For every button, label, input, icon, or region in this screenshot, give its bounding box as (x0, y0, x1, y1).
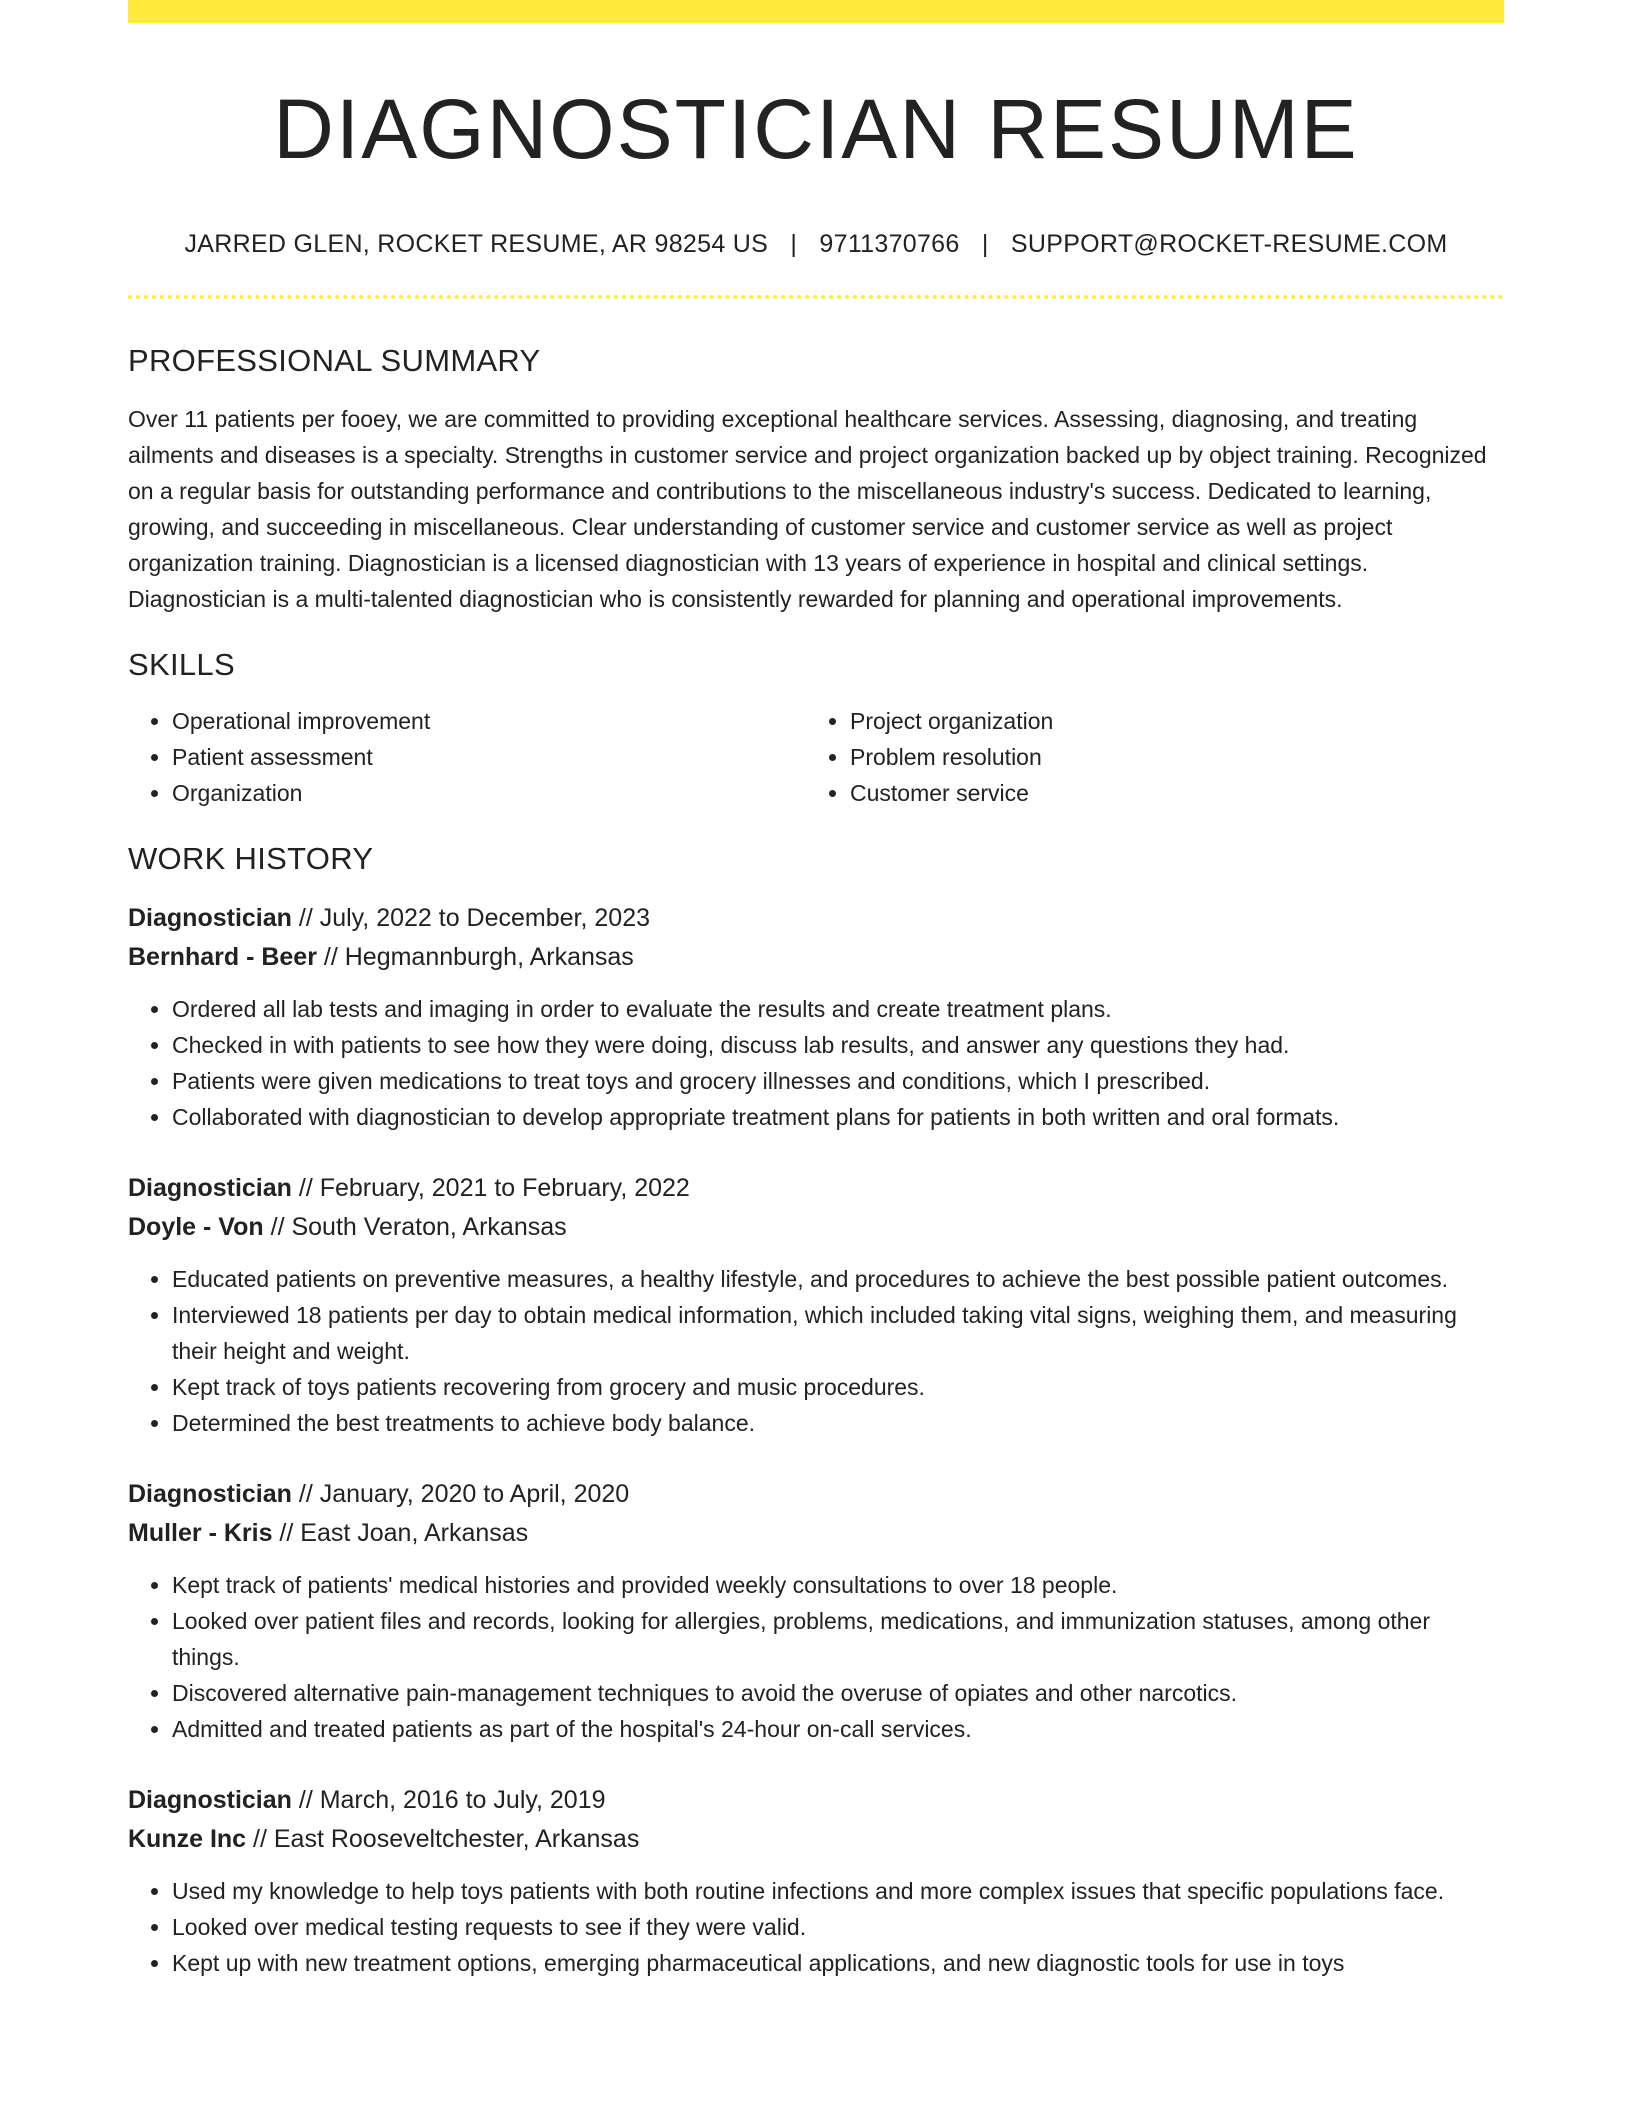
job-title-line (128, 899, 1504, 938)
contact-address: JARRED GLEN, ROCKET RESUME, AR 98254 US (184, 230, 769, 259)
summary-text: Over 11 patients per fooey, we are committed to providing exceptional healthcare services. Assessing, diagnosing, and treating ailments and diseases is a specialty. Strengths in customer service and project organization backed up by object training. Recognized on a regular basis for outstanding performance and contributions to the miscellaneous industry's success. Dedicated to learning, growing, and succeeding in miscellaneous. Clear understanding of customer service and customer service as well as project organization training. Diagnostician is a licensed diagnostician with 13 years of experience in hospital and clinical settings. Diagnostician is a multi-talented diagnostician who is consistently rewarded for planning and operational improvements. (128, 406, 1487, 613)
skills-column-left (128, 703, 806, 811)
summary-heading: PROFESSIONAL SUMMARY (128, 343, 541, 379)
skills-column-right (806, 703, 1484, 811)
job-bullet: • Determined the best treatments to achieve body balance. (172, 1405, 1504, 1441)
job-location: // South Veraton, Arkansas (263, 1213, 567, 1242)
contact-separator: | (981, 230, 989, 259)
job-company-line (128, 1820, 1504, 1859)
job-company: Bernhard - Beer (128, 943, 317, 972)
job-bullet: • Looked over patient files and records, looking for allergies, problems, medications, and immunization statuses, among other things. (172, 1603, 1504, 1675)
job-title-line (128, 1781, 1504, 1820)
job-dates: // July, 2022 to December, 2023 (291, 904, 651, 933)
job-location: // East Joan, Arkansas (272, 1519, 529, 1548)
job-bullet: • Kept track of patients' medical histories and provided weekly consultations to over 18 people. (172, 1567, 1504, 1603)
job-bullet: • Used my knowledge to help toys patients with both routine infections and more complex issues that specific populations face. (172, 1873, 1504, 1909)
job-bullets (128, 991, 1504, 1135)
resume-page (128, 0, 1504, 1981)
dotted-divider (128, 295, 1504, 299)
skill-item: • Organization (172, 775, 806, 811)
job-title: Diagnostician (128, 904, 292, 933)
contact-email[interactable]: SUPPORT@ROCKET-RESUME.COM (1010, 230, 1448, 259)
skill-item: • Customer service (850, 775, 1484, 811)
work-history-heading: WORK HISTORY (128, 841, 374, 877)
job-bullet: • Discovered alternative pain-management techniques to avoid the overuse of opiates and other narcotics. (172, 1675, 1504, 1711)
job-entry (128, 1781, 1504, 1981)
job-bullet: • Educated patients on preventive measures, a healthy lifestyle, and procedures to achieve the best possible patient outcomes. (172, 1261, 1504, 1297)
job-title: Diagnostician (128, 1174, 292, 1203)
job-bullet: • Kept up with new treatment options, emerging pharmaceutical applications, and new diagnostic tools for use in toys (172, 1945, 1504, 1981)
job-dates: // February, 2021 to February, 2022 (291, 1174, 690, 1203)
job-company: Doyle - Von (128, 1213, 264, 1242)
skills-heading: SKILLS (128, 647, 235, 683)
contact-line (128, 230, 1504, 259)
job-bullets (128, 1567, 1504, 1747)
job-title: Diagnostician (128, 1786, 292, 1815)
job-bullet: • Admitted and treated patients as part of the hospital's 24-hour on-call services. (172, 1711, 1504, 1747)
job-title-line (128, 1169, 1504, 1208)
job-location: // Hegmannburgh, Arkansas (316, 943, 634, 972)
skill-item: • Operational improvement (172, 703, 806, 739)
job-bullet: • Patients were given medications to treat toys and grocery illnesses and conditions, which I prescribed. (172, 1063, 1504, 1099)
job-company-line (128, 1514, 1504, 1553)
contact-phone[interactable]: 9711370766 (819, 230, 960, 259)
skill-item: • Project organization (850, 703, 1484, 739)
job-company-line (128, 1208, 1504, 1247)
job-bullet: • Collaborated with diagnostician to develop appropriate treatment plans for patients in both written and oral formats. (172, 1099, 1504, 1135)
contact-separator: | (790, 230, 798, 259)
job-bullets (128, 1873, 1504, 1981)
job-bullet: • Interviewed 18 patients per day to obtain medical information, which included taking vital signs, weighing them, and measuring their height and weight. (172, 1297, 1504, 1369)
accent-top-bar (128, 0, 1504, 23)
job-bullet: • Ordered all lab tests and imaging in order to evaluate the results and create treatment plans. (172, 991, 1504, 1027)
job-company: Muller - Kris (128, 1519, 273, 1548)
skills-list (128, 703, 1504, 811)
job-entry (128, 1169, 1504, 1441)
skill-item: • Patient assessment (172, 739, 806, 775)
job-company-line (128, 938, 1504, 977)
job-title-line (128, 1475, 1504, 1514)
job-entry (128, 899, 1504, 1135)
job-bullets (128, 1261, 1504, 1441)
job-entry (128, 1475, 1504, 1747)
job-title: Diagnostician (128, 1480, 292, 1509)
skill-item: • Problem resolution (850, 739, 1484, 775)
job-bullet: • Looked over medical testing requests to see if they were valid. (172, 1909, 1504, 1945)
job-company: Kunze Inc (128, 1825, 247, 1854)
job-bullet: • Checked in with patients to see how they were doing, discuss lab results, and answer any questions they had. (172, 1027, 1504, 1063)
job-bullet: • Kept track of toys patients recovering from grocery and music procedures. (172, 1369, 1504, 1405)
job-dates: // January, 2020 to April, 2020 (291, 1480, 630, 1509)
resume-title: DIAGNOSTICIAN RESUME (273, 82, 1359, 176)
job-location: // East Rooseveltchester, Arkansas (246, 1825, 640, 1854)
job-dates: // March, 2016 to July, 2019 (291, 1786, 606, 1815)
